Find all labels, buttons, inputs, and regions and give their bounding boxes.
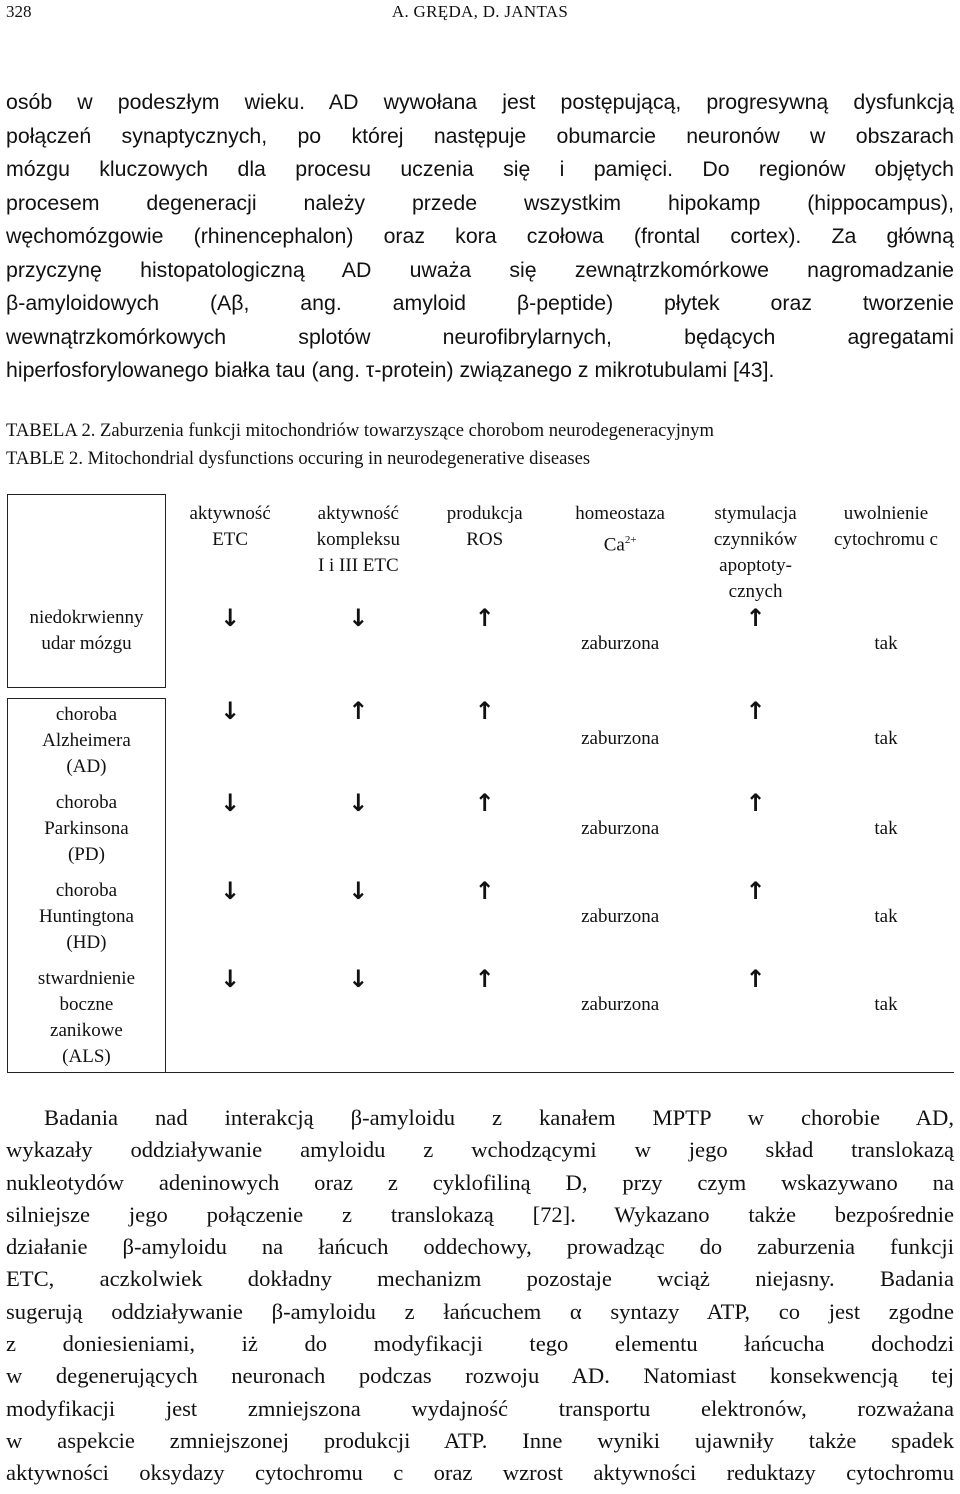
- ros-cell: [422, 790, 547, 878]
- table-row: [8, 790, 955, 878]
- etc-cell: [165, 878, 294, 966]
- ca-status: zaburzona: [581, 817, 660, 839]
- header-text: uwolnienie: [843, 502, 929, 524]
- ca-status: zaburzona: [581, 993, 660, 1015]
- disease-name: (HD): [66, 931, 107, 953]
- header-text: kompleksu: [316, 528, 400, 550]
- complex-cell: [294, 966, 422, 1073]
- text-line: β-amyloidowych (Aβ, ang. amyloid β-peptide) płytek oraz tworzenie: [6, 291, 954, 315]
- disease-cell: [8, 966, 166, 1073]
- etc-cell: [165, 698, 294, 790]
- disease-name: udar mózgu: [41, 632, 132, 654]
- cytc-status: tak: [874, 817, 898, 839]
- complex-arrow: ↓: [348, 603, 369, 632]
- ros-arrow: ↑: [474, 697, 495, 725]
- complex-cell: [294, 605, 422, 688]
- disease-name: choroba: [55, 791, 118, 813]
- etc-arrow: ↓: [220, 603, 241, 632]
- disease-name: choroba: [55, 879, 118, 901]
- disease-name: Alzheimera: [42, 729, 131, 751]
- text-line: aktywności oksydazy cytochromu c oraz wzrost aktywności reduktazy cytochromu: [6, 1460, 954, 1486]
- cytc-cell: [818, 698, 954, 790]
- table-header-row: [8, 495, 955, 605]
- table-row: [8, 698, 955, 790]
- apoptosis-cell: [693, 966, 818, 1073]
- disease-cell: [8, 605, 166, 688]
- page-header: [6, 2, 954, 26]
- table-row: [8, 605, 955, 688]
- table-row: [8, 966, 955, 1073]
- text-line: przyczynę histopatologiczną AD uważa się zewnątrzkomórkowe nagromadzanie: [6, 257, 954, 282]
- ca-cell: [547, 790, 693, 878]
- text-line: wykazały oddziaływanie amyloidu z wchodzącymi w jego skład translokazą: [6, 1137, 954, 1163]
- etc-cell: [165, 966, 294, 1073]
- text-line: połączeń synaptycznych, po której następuje obumarcie neuronów w obszarach: [6, 123, 954, 148]
- table-row: [8, 878, 955, 966]
- etc-cell: [165, 790, 294, 878]
- text-line: wewnątrzkomórkowych splotów neurofibrylarnych, będących agregatami: [6, 324, 954, 349]
- ca-status: zaburzona: [581, 632, 660, 654]
- disease-name: boczne: [59, 993, 114, 1015]
- ca-status: zaburzona: [581, 728, 660, 749]
- etc-cell: [165, 605, 294, 688]
- ros-arrow: ↑: [474, 788, 495, 817]
- header-text: ROS: [466, 528, 504, 550]
- calcium-charge: 2+: [624, 533, 637, 546]
- apoptosis-cell: [693, 790, 818, 878]
- disease-name: stwardnienie: [37, 967, 135, 989]
- header-text: czynników: [713, 528, 798, 550]
- table-caption-pl: TABELA 2. Zaburzenia funkcji mitochondriów towarzyszące chorobom neurodegeneracyjnym: [6, 420, 714, 441]
- header-cell-etc: [165, 495, 294, 605]
- apoptosis-arrow: ↑: [745, 964, 766, 993]
- header-cell-cytochrome: [818, 495, 954, 605]
- header-cell-apoptosis: [693, 495, 818, 605]
- disease-name: choroba: [55, 703, 118, 725]
- running-title: A. GRĘDA, D. JANTAS: [391, 2, 569, 21]
- ca-status: zaburzona: [581, 905, 660, 927]
- text-line: mózgu kluczowych dla procesu uczenia się i pamięci. Do regionów objętych: [6, 157, 954, 181]
- ros-arrow: ↑: [474, 876, 495, 905]
- disease-name: zanikowe: [50, 1019, 123, 1041]
- ca-cell: [547, 698, 693, 790]
- disease-cell: [8, 698, 166, 790]
- header-cell-complex: [294, 495, 422, 605]
- apoptosis-cell: [693, 698, 818, 790]
- apoptosis-arrow: ↑: [745, 876, 766, 905]
- ros-arrow: ↑: [474, 603, 495, 632]
- text-line: ETC, aczkolwiek dokładny mechanizm pozostaje wciąż niejasny. Badania: [6, 1266, 954, 1292]
- apoptosis-arrow: ↑: [745, 697, 766, 725]
- text-line: nukleotydów adeninowych oraz z cyklofiliną D, przy czym wskazywano na: [6, 1169, 954, 1195]
- text-line: Badania nad interakcją β-amyloidu z kanałem MPTP w chorobie AD,: [44, 1105, 954, 1130]
- table-caption-en: TABLE 2. Mitochondrial dysfunctions occuring in neurodegenerative diseases: [6, 448, 591, 469]
- header-cell-calcium: [547, 495, 693, 605]
- ca-cell: [547, 878, 693, 966]
- cytc-status: tak: [874, 728, 898, 749]
- page-number: 328: [6, 2, 32, 21]
- cytc-status: tak: [874, 905, 898, 927]
- text-line: działanie β-amyloidu na łańcuch oddechowy, prowadząc do zaburzenia funkcji: [6, 1234, 954, 1260]
- ros-arrow: ↑: [474, 964, 495, 993]
- disease-name: (AD): [66, 755, 107, 777]
- disease-cell: [8, 790, 166, 878]
- disease-name: (ALS): [62, 1045, 111, 1067]
- text-line: z doniesieniami, iż do modyfikacji tego elementu łańcucha dochodzi: [6, 1331, 954, 1357]
- text-line: hiperfosforylowanego białka tau (ang. τ-protein) związanego z mikrotubulami [43].: [6, 358, 775, 382]
- header-text: apoptoty-: [719, 554, 792, 576]
- complex-arrow: ↓: [348, 788, 369, 817]
- header-text: cznych: [728, 580, 783, 602]
- text-line: sugerują oddziaływanie β-amyloidu z łańcuchem α syntazy ATP, co jest zgodne: [6, 1298, 954, 1324]
- table-bottom-rule: [8, 1072, 955, 1073]
- header-corner-cell: [8, 495, 166, 605]
- ros-cell: [422, 605, 547, 688]
- ca-cell: [547, 605, 693, 688]
- text-line: w degenerujących neuronach podczas rozwoju AD. Natomiast konsekwencją tej: [6, 1363, 954, 1389]
- ros-cell: [422, 698, 547, 790]
- complex-cell: [294, 790, 422, 878]
- complex-arrow: ↑: [348, 697, 369, 725]
- disease-name: Huntingtona: [38, 905, 134, 927]
- complex-arrow: ↓: [348, 876, 369, 905]
- cytc-cell: [818, 605, 954, 688]
- cytc-cell: [818, 878, 954, 966]
- disease-name: niedokrwienny: [29, 606, 144, 628]
- apoptosis-cell: [693, 878, 818, 966]
- disease-cell: [8, 878, 166, 966]
- calcium-symbol: Ca: [603, 533, 625, 555]
- ros-cell: [422, 966, 547, 1073]
- complex-cell: [294, 878, 422, 966]
- header-text: homeostaza: [575, 502, 665, 524]
- apoptosis-arrow: ↑: [745, 603, 766, 632]
- text-line: w aspekcie zmniejszonej produkcji ATP. Inne wyniki ujawniły także spadek: [6, 1427, 954, 1453]
- header-text: ETC: [212, 528, 249, 550]
- text-line: modyfikacji jest zmniejszona wydajność transportu elektronów, rozważana: [6, 1395, 954, 1421]
- mitochondrial-dysfunction-table: [7, 494, 954, 1073]
- complex-cell: [294, 698, 422, 790]
- cytc-status: tak: [874, 993, 898, 1015]
- etc-arrow: ↓: [220, 964, 241, 993]
- text-line: osób w podeszłym wieku. AD wywołana jest postępującą, progresywną dysfunkcją: [6, 90, 954, 114]
- ros-cell: [422, 878, 547, 966]
- header-text: aktywność: [189, 502, 271, 524]
- header-text: aktywność: [317, 502, 399, 524]
- text-line: silniejsze jego połączenie z translokazą [72]. Wykazano także bezpośrednie: [6, 1201, 954, 1227]
- apoptosis-arrow: ↑: [745, 788, 766, 817]
- disease-name: Parkinsona: [44, 817, 129, 839]
- cytc-cell: [818, 966, 954, 1073]
- body-paragraph-2: [6, 1102, 954, 1490]
- text-line: węchomózgowie (rhinencephalon) oraz kora czołowa (frontal cortex). Za główną: [6, 224, 954, 248]
- ca-cell: [547, 966, 693, 1073]
- header-cell-ros: [422, 495, 547, 605]
- header-text: produkcja: [446, 502, 523, 524]
- body-paragraph-1: [6, 86, 954, 388]
- header-text: I i III ETC: [317, 554, 399, 576]
- etc-arrow: ↓: [220, 697, 241, 725]
- etc-arrow: ↓: [220, 788, 241, 817]
- header-text: [547, 527, 693, 558]
- complex-arrow: ↓: [348, 964, 369, 993]
- cytc-status: tak: [874, 632, 898, 654]
- header-text: cytochromu c: [834, 528, 938, 550]
- etc-arrow: ↓: [220, 876, 241, 905]
- apoptosis-cell: [693, 605, 818, 688]
- header-text: stymulacja: [714, 502, 797, 524]
- cytc-cell: [818, 790, 954, 878]
- text-line: procesem degeneracji należy przede wszystkim hipokamp (hippocampus),: [6, 190, 954, 215]
- disease-name: (PD): [67, 843, 105, 865]
